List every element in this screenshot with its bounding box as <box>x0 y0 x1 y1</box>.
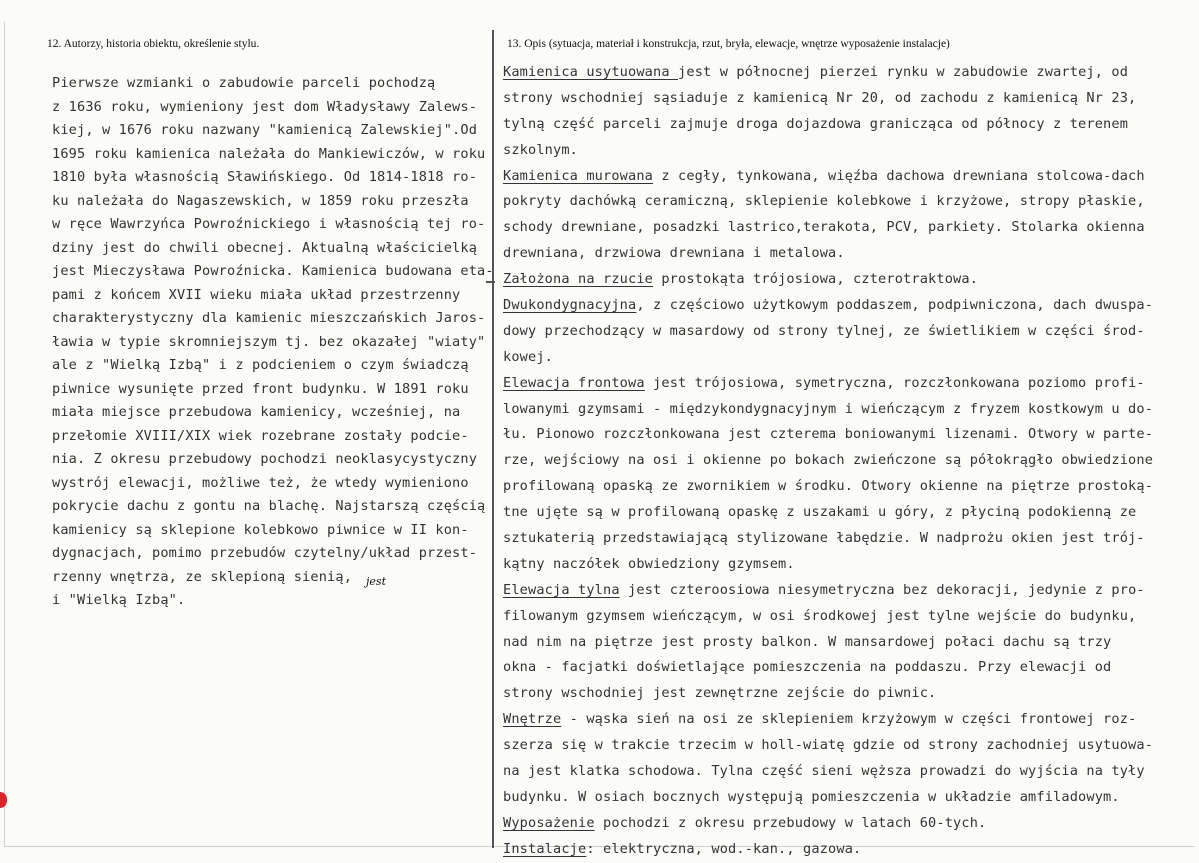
description-line <box>503 319 1153 345</box>
section-text: kowej. <box>503 348 554 365</box>
section-text: strony wschodniej jest zewnętrzne zejście do piwnic. <box>503 685 937 702</box>
history-line: dygnacjach, pomimo przebudów czytelny/układ przest- <box>52 545 478 561</box>
history-line: jest Mieczysława Powroźnicka. Kamienica budowana eta- <box>52 263 494 279</box>
history-line: wystrój elewacji, możliwe też, że wtedy wymieniono <box>52 474 469 491</box>
description-line <box>503 448 1153 474</box>
section-text: lowanymi gzymsami - międzykondygnacyjnym i wieńczącym z fryzem kostkowym u do- <box>503 400 1154 417</box>
section-text: - wąska sień na osi ze sklepieniem krzyżowym w części frontowej roz- <box>561 711 1137 728</box>
history-line: piwnice wysunięte przed front budynku. W 1891 roku <box>52 380 469 397</box>
history-line: charakterystyczny dla kamienic mieszczańskich Jaros- <box>52 310 486 326</box>
history-line: w ręce Wawrzyńca Powroźnickiego i własnością tej ro- <box>52 216 486 232</box>
description-line <box>503 681 1153 707</box>
history-line: z 1636 roku, wymieniony jest dom Władysławy Zalews- <box>52 98 478 115</box>
section-label: Instalacje <box>503 840 587 857</box>
left-column-header: 12. Autorzy, historia obiektu, określenie stylu. <box>47 38 260 50</box>
history-line: ale z "Wielką Izbą" i z podcieniem o czym świadczą <box>52 357 469 373</box>
section-text: profilowaną opaską ze zwornikiem w środku. Otwory okienne na piętrze prostoką- <box>503 478 1154 495</box>
section-text: szerza się w trakcie trzecim w holl-wiatę gdzie od strony zachodniej usytuowa- <box>503 737 1154 754</box>
section-text: tylną część parceli zajmuje droga dojazdowa granicząca od północy z terenem <box>503 115 1129 132</box>
history-line: kamienicy są sklepione kolebkowo piwnice w II kon- <box>52 521 469 538</box>
section-text: rze, wejściowy na osi i okienne po bokach zwieńczone są półokrągło obwiedzione <box>503 452 1154 469</box>
section-text: szkolnym. <box>503 141 579 158</box>
description-text <box>503 60 1153 863</box>
description-line <box>503 733 1153 759</box>
history-line: kiej, w 1676 roku nazwany "kamienicą Zalewskiej".Od <box>52 122 478 138</box>
description-line <box>503 215 1153 241</box>
section-text: łu. Pionowo rozczłonkowana jest czterema boniowanymi lizenami. Otwory w parte- <box>503 426 1154 443</box>
right-column-header: 13. Opis (sytuacja, materiał i konstrukcja, rzut, bryła, elewacje, wnętrze wyposażenie instalacje) <box>507 38 950 50</box>
history-text <box>52 72 494 613</box>
section-label: Elewacja tylna <box>503 581 620 598</box>
history-line: 1695 roku kamienica należała do Mankiewiczów, w roku <box>52 145 486 162</box>
section-label: Wnętrze <box>503 711 562 728</box>
section-text: z cegły, tynkowana, więźba dachowa drewniana stolcowa-dach <box>653 167 1145 184</box>
history-line: przełomie XVIII/XIX wiek rozebrane zostały podcie- <box>52 427 469 444</box>
description-line <box>503 86 1153 112</box>
description-line <box>503 474 1153 500</box>
section-text: jest czteroosiowa niesymetryczna bez dekoracji, jedynie z pro- <box>619 581 1145 598</box>
section-text: schody drewniane, posadzki lastrico,terakota, PCV, parkiety. Stolarka okienna <box>503 219 1145 236</box>
section-text: drewniana, drzwiowa drewniana i metalowa. <box>503 245 845 262</box>
section-text: dowy przechodzący w masardowy od strony tylnej, ze świetlikiem w części środ- <box>503 322 1145 339</box>
section-text: strony wschodniej sąsiaduje z kamienicą Nr 20, od zachodu z kamienicą Nr 23, <box>503 89 1137 106</box>
section-text: sztukaterią przedstawiającą stylizowane łabędzie. W nadprożu okien jest trój- <box>503 530 1145 547</box>
section-text: nad nim na piętrze jest prosty balkon. W mansardowej połaci dachu są trzy <box>503 633 1112 650</box>
description-line <box>503 604 1153 630</box>
section-text: na jest klatka schodowa. Tylna część sieni węższa prowadzi do wyjścia na tyły <box>503 763 1145 780</box>
section-text: okna - facjatki doświetlające pomieszczenia na poddaszu. Przy elewacji od <box>503 659 1112 676</box>
history-line: rzenny wnętrza, ze sklepioną sienią, <box>52 568 353 585</box>
history-line: ku należała do Nagaszewskich, w 1859 roku przeszła <box>52 192 469 209</box>
section-text: pochodzi z okresu przebudowy w latach 60-tych. <box>594 814 987 831</box>
description-line <box>503 526 1153 552</box>
history-line: nia. Z okresu przebudowy pochodzi neoklasycystyczny <box>52 451 478 467</box>
description-line <box>503 552 1153 578</box>
description-line <box>503 241 1153 267</box>
history-line: miała miejsce przebudowa kamienicy, wcześniej, na <box>52 404 461 420</box>
section-label: Kamienica murowana <box>503 167 654 184</box>
history-line: ławia w typie skromniejszym tj. bez okazałej "wiaty" <box>52 333 486 350</box>
section-text: tne ujęte są w profilowaną opaskę z uszakami u góry, z płyciną podokienną ze <box>503 504 1137 521</box>
history-line: dziny jest do chwili obecnej. Aktualną właścicielką <box>52 239 478 256</box>
description-line <box>503 138 1153 164</box>
history-line: 1810 była własnością Sławińskiego. Od 1814-1818 ro- <box>52 169 478 185</box>
section-text: prostokąta trójosiowa, czterotraktowa. <box>653 271 979 288</box>
section-text: pokryty dachówką ceramiczną, sklepienie kolebkowe i krzyżowe, stropy płaskie, <box>503 193 1145 210</box>
description-line <box>503 707 1153 733</box>
section-text: jest trójosiowa, symetryczna, rozczłonkowana poziomo profi- <box>644 374 1145 391</box>
description-line <box>503 345 1153 371</box>
description-line <box>503 578 1153 604</box>
description-line <box>503 785 1153 811</box>
description-line <box>503 112 1153 138</box>
handwritten-annotation: jest <box>366 575 386 588</box>
description-line <box>503 422 1153 448</box>
description-line <box>503 630 1153 656</box>
description-line <box>503 293 1153 319</box>
section-text: : elektryczna, wod.-kan., gazowa. <box>586 840 862 857</box>
history-line: pokrycie dachu z gontu na blachę. Najstarszą częścią <box>52 498 486 514</box>
history-line: i "Wielką Izbą". <box>52 592 186 608</box>
history-line: pami z końcem XVII wieku miała układ przestrzenny <box>52 286 461 303</box>
description-line <box>503 189 1153 215</box>
description-line <box>503 759 1153 785</box>
section-label: Założona na rzucie <box>503 271 654 288</box>
description-line <box>503 164 1153 190</box>
description-line <box>503 267 1153 293</box>
section-label: Elewacja frontowa <box>503 374 645 391</box>
section-text: , z częściowo użytkowym poddaszem, podpiwniczona, dach dwuspa- <box>636 297 1154 314</box>
section-label: Dwukondygnacyjna <box>503 297 637 314</box>
section-label: Wyposażenie <box>503 814 595 831</box>
section-text: filowanym gzymsem wieńczącym, w osi środkowej jest tylne wejście do budynku, <box>503 607 1137 624</box>
description-line <box>503 60 1153 86</box>
section-text: kątny naczółek obwiedziony gzymsem. <box>503 555 795 572</box>
section-text: jest w północnej pierzei rynku w zabudowie zwartej, od <box>678 64 1129 80</box>
section-text: budynku. W osiach bocznych występują pomieszczenia w układzie amfiladowym. <box>503 788 1120 805</box>
history-line: Pierwsze wzmianki o zabudowie parceli pochodzą <box>52 75 436 91</box>
description-line <box>503 371 1153 397</box>
description-line <box>503 397 1153 423</box>
description-line <box>503 655 1153 681</box>
section-label: Kamienica usytuowana <box>503 64 679 80</box>
description-line <box>503 811 1153 837</box>
description-line <box>503 500 1153 526</box>
